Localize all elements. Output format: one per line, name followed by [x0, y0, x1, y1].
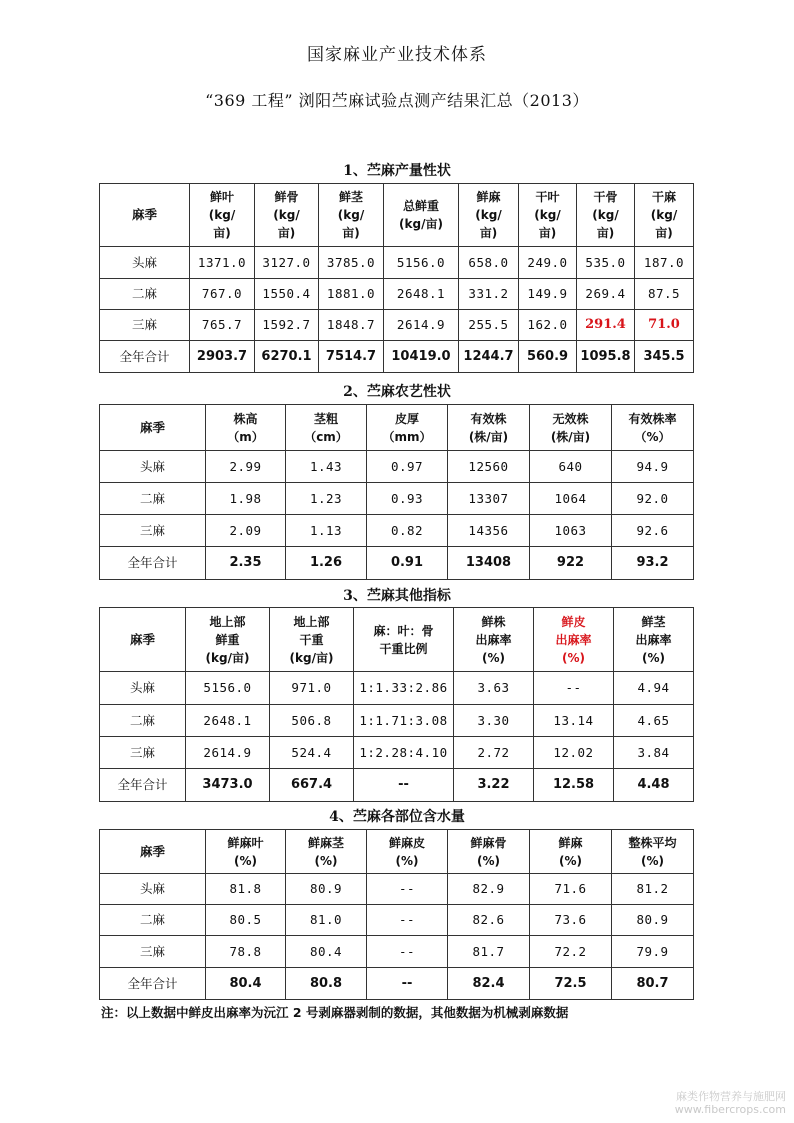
header-cell: 整株平均 (%): [612, 830, 694, 874]
header-cell: 鲜茎 (kg/ 亩): [319, 184, 384, 247]
data-cell: 92.6: [612, 515, 694, 547]
data-cell: 506.8: [270, 705, 354, 737]
data-cell: 1592.7: [255, 310, 319, 341]
total-cell: 93.2: [612, 547, 694, 580]
data-cell: 72.2: [530, 936, 612, 968]
total-cell: 13408: [448, 547, 530, 580]
data-cell: --: [367, 936, 448, 968]
data-cell: 0.82: [367, 515, 448, 547]
table-row: [100, 737, 694, 769]
season-cell: 头麻: [100, 451, 206, 483]
data-cell: 82.9: [448, 874, 530, 905]
data-cell: 2.99: [206, 451, 286, 483]
data-cell: 81.0: [286, 905, 367, 936]
data-cell: --: [367, 905, 448, 936]
highlighted-header-cell: 鲜皮 出麻率 (%): [534, 608, 614, 672]
data-cell: 4.65: [614, 705, 694, 737]
total-cell: 667.4: [270, 769, 354, 802]
data-cell: 535.0: [577, 247, 635, 279]
header-cell: 鲜叶 (kg/ 亩): [190, 184, 255, 247]
data-cell: 1550.4: [255, 279, 319, 310]
data-cell: 1371.0: [190, 247, 255, 279]
season-cell: 全年合计: [100, 547, 206, 580]
header-cell: 株高 （m）: [206, 405, 286, 451]
data-cell: 3.63: [454, 672, 534, 705]
data-cell: 4.94: [614, 672, 694, 705]
data-cell: 1.43: [286, 451, 367, 483]
data-cell: 1.98: [206, 483, 286, 515]
header-cell: 鲜麻叶 (%): [206, 830, 286, 874]
season-cell: 全年合计: [100, 769, 186, 802]
data-cell: 82.6: [448, 905, 530, 936]
data-cell: 524.4: [270, 737, 354, 769]
header-cell: 鲜茎 出麻率 (%): [614, 608, 694, 672]
data-cell: 87.5: [635, 279, 694, 310]
header-cell: 麻季: [100, 830, 206, 874]
header-cell: 鲜麻骨 (%): [448, 830, 530, 874]
data-cell: 1063: [530, 515, 612, 547]
total-cell: 4.48: [614, 769, 694, 802]
header-cell: 无效株 (株/亩): [530, 405, 612, 451]
highlighted-data-cell: 71.0: [635, 310, 694, 341]
document-title: 国家麻业产业技术体系: [307, 45, 487, 65]
season-cell: 头麻: [100, 672, 186, 705]
data-cell: 92.0: [612, 483, 694, 515]
data-cell: 2648.1: [186, 705, 270, 737]
total-cell: 3473.0: [186, 769, 270, 802]
agronomic-traits-table: [99, 404, 694, 580]
season-cell: 三麻: [100, 310, 190, 341]
data-cell: 765.7: [190, 310, 255, 341]
total-cell: 560.9: [519, 341, 577, 373]
header-cell: 鲜骨 (kg/ 亩): [255, 184, 319, 247]
total-cell: 1244.7: [459, 341, 519, 373]
data-cell: 269.4: [577, 279, 635, 310]
table-row-total: [100, 547, 694, 580]
header-cell: 麻季: [100, 608, 186, 672]
data-cell: --: [367, 874, 448, 905]
data-cell: 1064: [530, 483, 612, 515]
header-cell: 鲜株 出麻率 (%): [454, 608, 534, 672]
header-cell: 干叶 (kg/ 亩): [519, 184, 577, 247]
data-cell: 2648.1: [384, 279, 459, 310]
data-cell: 0.97: [367, 451, 448, 483]
data-cell: 2614.9: [384, 310, 459, 341]
data-cell: 1848.7: [319, 310, 384, 341]
data-cell: 78.8: [206, 936, 286, 968]
table-row: [100, 905, 694, 936]
table-row: [100, 672, 694, 705]
data-cell: 149.9: [519, 279, 577, 310]
document-subtitle: “369 工程” 浏阳苎麻试验点测产结果汇总（2013）: [205, 91, 589, 110]
table-header-row: [100, 405, 694, 451]
table-row: [100, 874, 694, 905]
data-cell: 249.0: [519, 247, 577, 279]
season-cell: 头麻: [100, 874, 206, 905]
header-cell: 茎粗 （cm）: [286, 405, 367, 451]
table-row: [100, 451, 694, 483]
header-cell: 地上部 鲜重 (kg/亩): [186, 608, 270, 672]
watermark: [675, 1090, 786, 1116]
data-cell: 2.72: [454, 737, 534, 769]
table-row: [100, 515, 694, 547]
header-cell: 干麻 (kg/ 亩): [635, 184, 694, 247]
data-cell: --: [534, 672, 614, 705]
total-cell: 80.7: [612, 968, 694, 1000]
section2-title: 2、苎麻农艺性状: [343, 384, 451, 400]
season-cell: 二麻: [100, 705, 186, 737]
data-cell: 2614.9: [186, 737, 270, 769]
total-cell: 10419.0: [384, 341, 459, 373]
data-cell: 81.7: [448, 936, 530, 968]
season-cell: 二麻: [100, 279, 190, 310]
data-cell: 640: [530, 451, 612, 483]
data-cell: 187.0: [635, 247, 694, 279]
header-cell: 鲜麻 (kg/ 亩): [459, 184, 519, 247]
table-row: [100, 936, 694, 968]
total-cell: 2.35: [206, 547, 286, 580]
season-cell: 全年合计: [100, 341, 190, 373]
footnote: 注：以上数据中鲜皮出麻率为沅江 2 号剥麻器剥制的数据，其他数据为机械剥麻数据: [101, 1005, 569, 1020]
season-cell: 全年合计: [100, 968, 206, 1000]
total-cell: 80.4: [206, 968, 286, 1000]
header-cell: 皮厚 （mm）: [367, 405, 448, 451]
data-cell: 658.0: [459, 247, 519, 279]
data-cell: 13307: [448, 483, 530, 515]
data-cell: 80.4: [286, 936, 367, 968]
data-cell: 971.0: [270, 672, 354, 705]
data-cell: 94.9: [612, 451, 694, 483]
total-cell: 82.4: [448, 968, 530, 1000]
data-cell: 80.5: [206, 905, 286, 936]
total-cell: 0.91: [367, 547, 448, 580]
data-cell: 255.5: [459, 310, 519, 341]
total-cell: 6270.1: [255, 341, 319, 373]
total-cell: 922: [530, 547, 612, 580]
data-cell: 1:1.71:3.08: [354, 705, 454, 737]
season-cell: 三麻: [100, 515, 206, 547]
data-cell: 71.6: [530, 874, 612, 905]
total-cell: --: [354, 769, 454, 802]
yield-traits-table: [99, 183, 694, 373]
header-cell: 有效株 (株/亩): [448, 405, 530, 451]
header-cell: 地上部 干重 (kg/亩): [270, 608, 354, 672]
data-cell: 13.14: [534, 705, 614, 737]
total-cell: 7514.7: [319, 341, 384, 373]
data-cell: 162.0: [519, 310, 577, 341]
season-cell: 二麻: [100, 483, 206, 515]
data-cell: 1.13: [286, 515, 367, 547]
other-indicators-table: [99, 607, 694, 802]
data-cell: 3785.0: [319, 247, 384, 279]
table-header-row: [100, 184, 694, 247]
table-row: [100, 310, 694, 341]
table-row: [100, 483, 694, 515]
table-header-row: [100, 830, 694, 874]
water-content-table: [99, 829, 694, 1000]
header-cell: 鲜麻茎 (%): [286, 830, 367, 874]
data-cell: 767.0: [190, 279, 255, 310]
header-cell: 鲜麻 (%): [530, 830, 612, 874]
data-cell: 1:2.28:4.10: [354, 737, 454, 769]
data-cell: 3.30: [454, 705, 534, 737]
watermark-url: www.fibercrops.com: [674, 1103, 786, 1116]
table-row: [100, 247, 694, 279]
highlighted-data-cell: 291.4: [577, 310, 635, 341]
total-cell: 12.58: [534, 769, 614, 802]
total-cell: 345.5: [635, 341, 694, 373]
table-row-total: [100, 968, 694, 1000]
section1-title: 1、苎麻产量性状: [343, 163, 451, 179]
total-cell: 1095.8: [577, 341, 635, 373]
data-cell: 81.2: [612, 874, 694, 905]
header-cell: 总鲜重 (kg/亩): [384, 184, 459, 247]
table-header-row: [100, 608, 694, 672]
data-cell: 0.93: [367, 483, 448, 515]
data-cell: 5156.0: [384, 247, 459, 279]
total-cell: 3.22: [454, 769, 534, 802]
header-cell: 鲜麻皮 (%): [367, 830, 448, 874]
data-cell: 12.02: [534, 737, 614, 769]
data-cell: 1.23: [286, 483, 367, 515]
header-cell: 麻季: [100, 405, 206, 451]
table-row-total: [100, 769, 694, 802]
data-cell: 331.2: [459, 279, 519, 310]
data-cell: 1881.0: [319, 279, 384, 310]
total-cell: 72.5: [530, 968, 612, 1000]
data-cell: 12560: [448, 451, 530, 483]
total-cell: 2903.7: [190, 341, 255, 373]
section3-title: 3、苎麻其他指标: [343, 588, 451, 604]
total-cell: 1.26: [286, 547, 367, 580]
data-cell: 14356: [448, 515, 530, 547]
data-cell: 73.6: [530, 905, 612, 936]
header-cell: 麻：叶：骨 干重比例: [354, 608, 454, 672]
section4-title: 4、苎麻各部位含水量: [329, 809, 465, 825]
data-cell: 80.9: [286, 874, 367, 905]
watermark-site-name: 麻类作物营养与施肥网: [676, 1090, 786, 1103]
data-cell: 79.9: [612, 936, 694, 968]
data-cell: 81.8: [206, 874, 286, 905]
header-cell: 干骨 (kg/ 亩): [577, 184, 635, 247]
data-cell: 3127.0: [255, 247, 319, 279]
total-cell: 80.8: [286, 968, 367, 1000]
season-cell: 三麻: [100, 936, 206, 968]
season-cell: 二麻: [100, 905, 206, 936]
season-cell: 头麻: [100, 247, 190, 279]
table-row: [100, 279, 694, 310]
header-cell: 麻季: [100, 184, 190, 247]
data-cell: 1:1.33:2.86: [354, 672, 454, 705]
header-cell: 有效株率 （%）: [612, 405, 694, 451]
table-row: [100, 705, 694, 737]
data-cell: 5156.0: [186, 672, 270, 705]
table-row-total: [100, 341, 694, 373]
season-cell: 三麻: [100, 737, 186, 769]
total-cell: --: [367, 968, 448, 1000]
data-cell: 80.9: [612, 905, 694, 936]
data-cell: 3.84: [614, 737, 694, 769]
data-cell: 2.09: [206, 515, 286, 547]
